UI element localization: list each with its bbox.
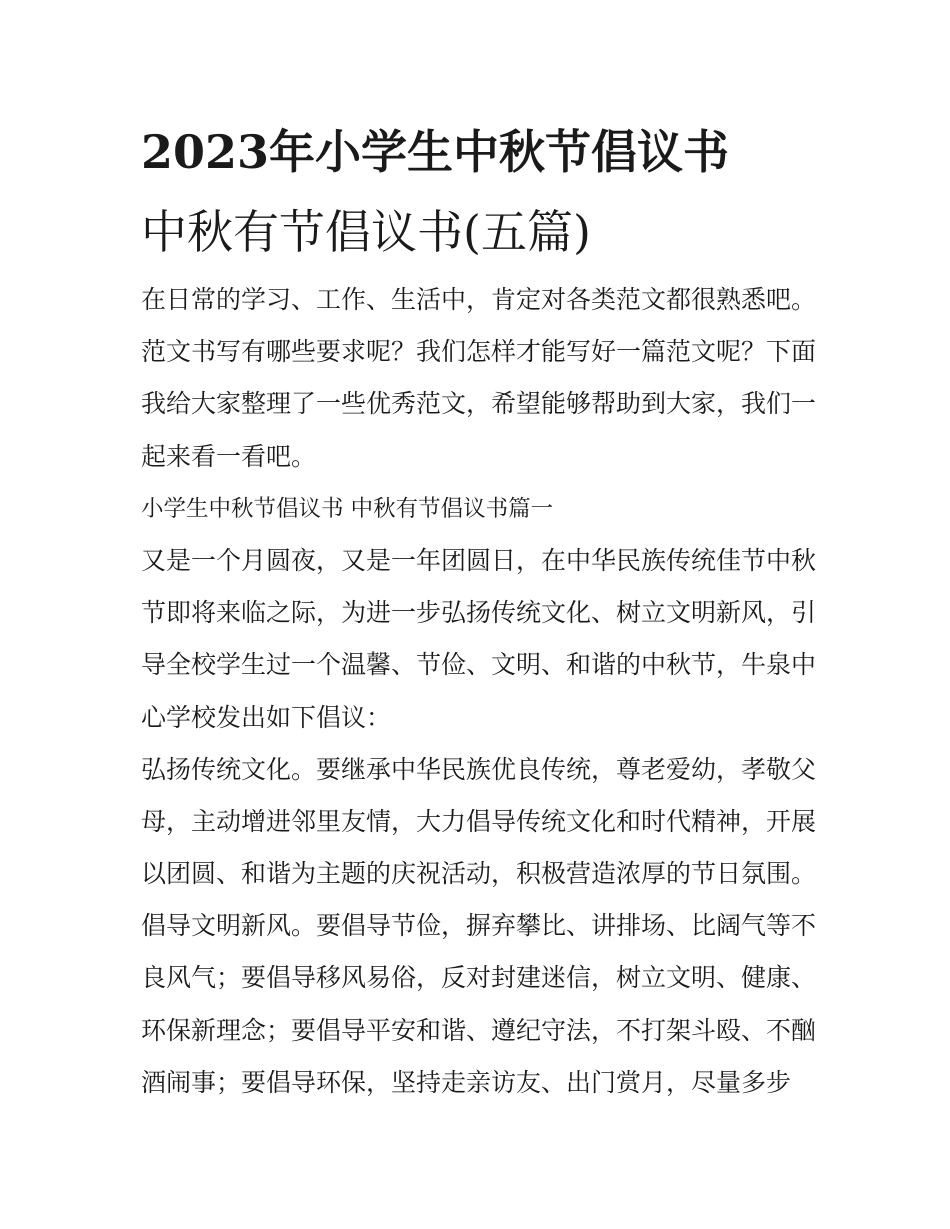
body-line: 良风气；要倡导移风易俗，反对封建迷信，树立文明、健康、 — [141, 963, 817, 993]
body-line: 酒闹事；要倡导环保，坚持走亲访友、出门赏月，尽量多步 — [141, 1067, 792, 1097]
body-line: 范文书写有哪些要求呢？我们怎样才能写好一篇范文呢？下面 — [141, 337, 817, 367]
body-line: 母，主动增进邻里友情，大力倡导传统文化和时代精神，开展 — [141, 806, 817, 836]
subtitle-line: 中秋有节倡议书(五篇) — [141, 205, 591, 259]
document-body — [141, 274, 821, 1109]
document-title — [141, 112, 831, 272]
body-line: 环保新理念；要倡导平安和谐、遵纪守法，不打架斗殴、不酗 — [141, 1015, 817, 1045]
body-line: 又是一个月圆夜，又是一年团圆日，在中华民族传统佳节中秋 — [141, 545, 817, 575]
body-line: 起来看一看吧。 — [141, 441, 317, 471]
body-line: 节即将来临之际，为进一步弘扬传统文化、树立文明新风，引 — [141, 598, 817, 628]
section-heading: 小学生中秋节倡议书 中秋有节倡议书篇一 — [141, 495, 554, 522]
title-line: 2023年小学生中秋节倡议书 — [141, 125, 730, 179]
body-line: 以团圆、和谐为主题的庆祝活动，积极营造浓厚的节日氛围。 — [141, 859, 817, 889]
body-line: 我给大家整理了一些优秀范文，希望能够帮助到大家，我们一 — [141, 389, 817, 419]
body-line: 倡导文明新风。要倡导节俭，摒弃攀比、讲排场、比阔气等不 — [141, 911, 817, 941]
body-line: 心学校发出如下倡议： — [141, 702, 392, 732]
body-line: 导全校学生过一个温馨、节俭、文明、和谐的中秋节，牛泉中 — [141, 650, 817, 680]
body-line: 在日常的学习、工作、生活中，肯定对各类范文都很熟悉吧。 — [141, 285, 817, 314]
body-line: 弘扬传统文化。要继承中华民族优良传统，尊老爱幼，孝敬父 — [141, 754, 817, 784]
